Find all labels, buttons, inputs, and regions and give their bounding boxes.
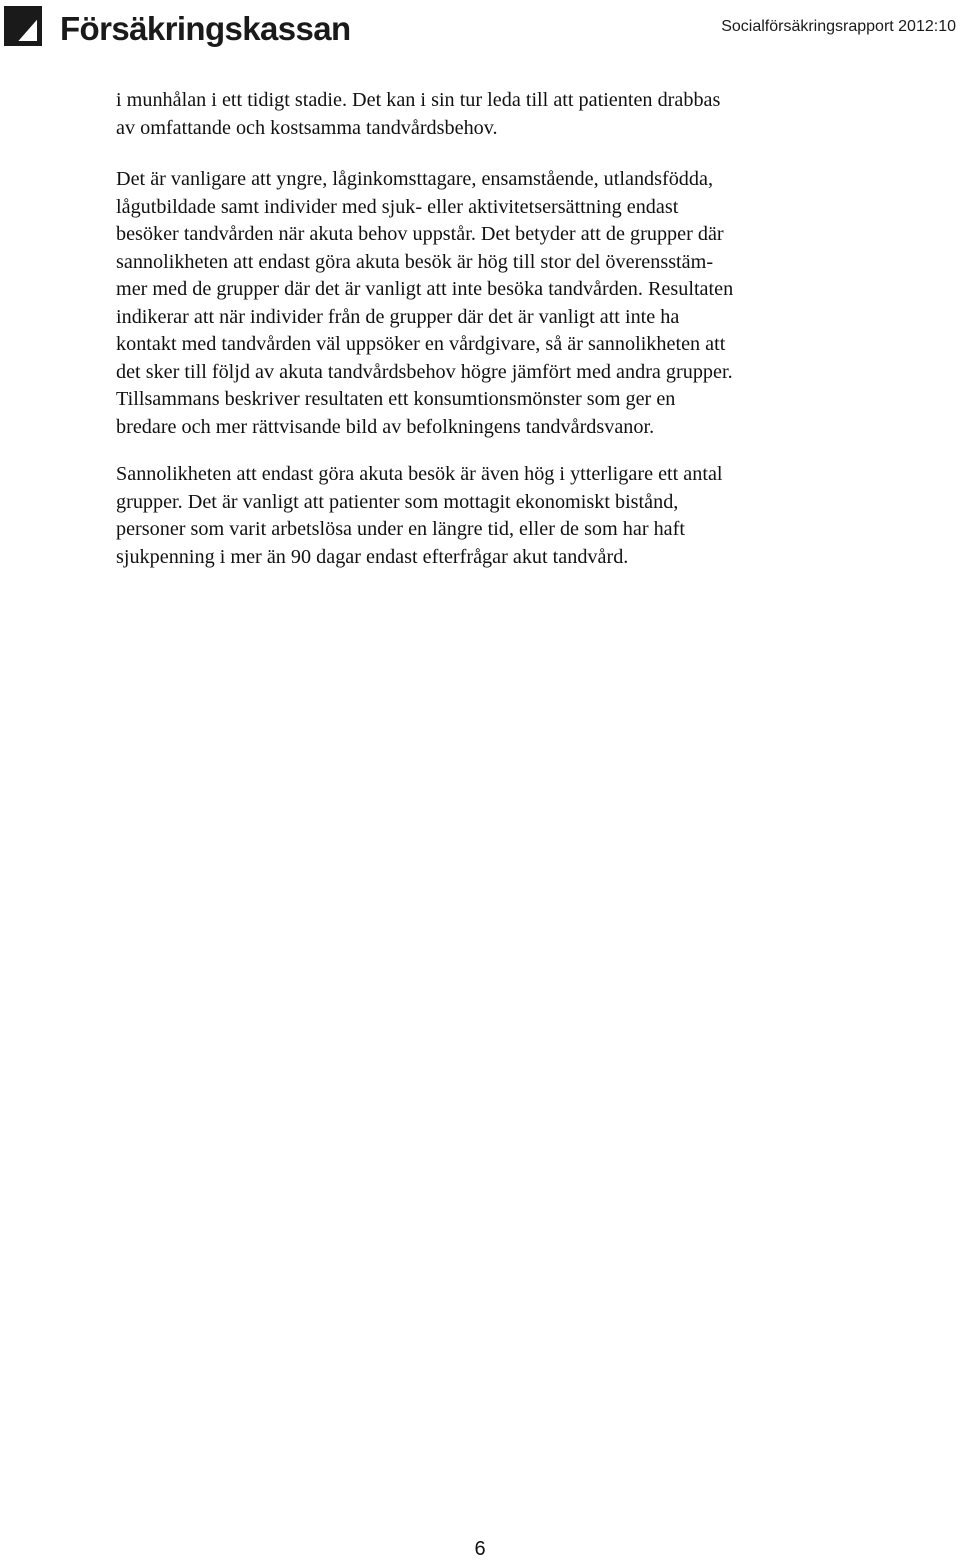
paragraph-1: i munhålan i ett tidigt stadie. Det kan i sin tur leda till att patienten drabbas av omfattande och kostsamma tandvårdsbehov. <box>116 89 721 139</box>
paragraph-2: Det är vanligare att yngre, låginkomsttagare, ensamstående, utlandsfödda, lågutbildade samt individer med sjuk- eller aktivitetsersättning endast besöker tandvården när akuta behov uppstår. Det betyder att de grupper där sannolikheten att endast göra akuta besök är hög till stor del överensstäm- mer med de grupper där det är vanligt att inte besöka tandvården. Resultaten indikerar att när individer från de grupper där det är vanligt att inte ha kontakt med tandvården väl uppsöker en vårdgivare, så är sannolikheten att det sker till följd av akuta tandvårdsbehov högre jämfört med andra grupper. Tillsammans beskriver resultaten ett konsumtionsmönster som ger en bredare och mer rättvisande bild av befolkningens tandvårdsvanor. <box>116 168 734 438</box>
body-text <box>116 87 856 591</box>
logo-mark-icon <box>4 6 42 46</box>
report-identifier: Socialförsäkringsrapport 2012:10 <box>721 18 956 35</box>
header-logo <box>4 2 351 50</box>
paragraph-3: Sannolikheten att endast göra akuta besök är även hög i ytterligare ett antal grupper. Det är vanligt att patienter som mottagit ekonomiskt bistånd, personer som varit arbetslösa under en längre tid, eller de som har haft sjukpenning i mer än 90 dagar endast efterfrågar akut tandvård. <box>116 463 723 568</box>
page-number: 6 <box>474 1538 486 1560</box>
organization-name: Försäkringskassan <box>60 9 351 47</box>
